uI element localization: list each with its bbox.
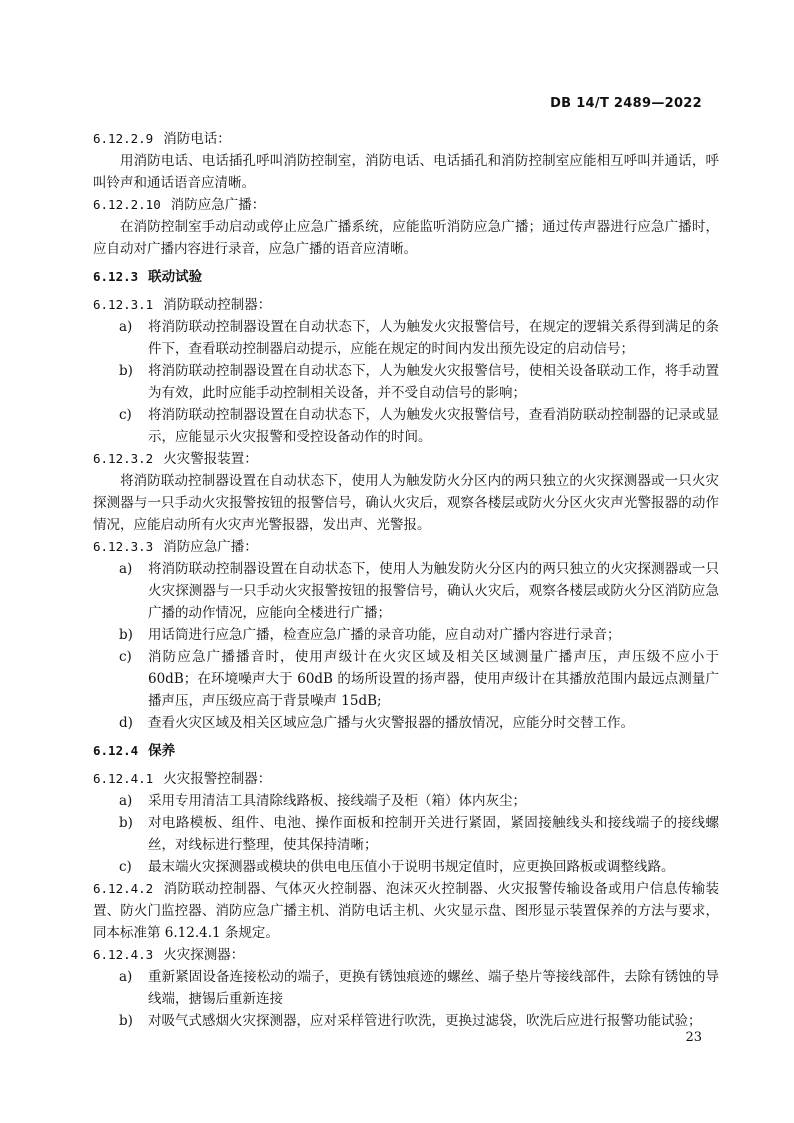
list-item-text: 将消防联动控制器设置在自动状态下，人为触发火灾报警信号，查看消防联动控制器的记录或显示，应能显示火灾报警和受控设备动作的时间。 [148,407,719,445]
subclause-title [93,448,719,470]
list-marker: a) [119,319,133,335]
list-item-text: 将消防联动控制器设置在自动状态下，人为触发火灾报警信号，使相关设备联动工作，将手动置为有效，此时应能手动控制相关设备，并不受自动信号的影响； [148,363,719,401]
paragraph: 用消防电话、电话插孔呼叫消防控制室，消防电话、电话插孔和消防控制室应能相互呼叫并通话，呼叫铃声和通话语音应清晰。 [93,153,719,191]
clause-number: 6.12.3.3 [93,539,154,554]
list-item [119,646,719,712]
subclause-title [93,294,719,316]
list-marker: d) [119,715,133,731]
subclause-title [93,536,719,558]
page-number: 23 [685,1030,702,1045]
subclause-title [93,768,719,790]
standard-code: DB 14/T 2489—2022 [550,96,702,111]
clause-title: 消防应急广播： [163,539,258,555]
list-marker: c) [119,649,132,665]
list-item [119,404,719,448]
list-item [119,360,719,404]
paragraph: 将消防联动控制器设置在自动状态下，使用人为触发防火分区内的两只独立的火灾探测器或一只火灾探测器与一只手动火灾报警按钮的报警信号，确认火灾后，观察各楼层或防火分区火灾声光警报器的动作情况，应能启动所有火灾声光警报器，发出声、光警报。 [93,473,719,533]
subclause-title [93,194,719,216]
clause-number: 6.12.3.2 [93,451,154,466]
list-marker: a) [119,793,133,809]
list-marker: b) [119,627,133,643]
list-item-text: 将消防联动控制器设置在自动状态下，人为触发火灾报警信号，在规定的逻辑关系得到满足的条件下，查看联动控制器启动提示，应能在规定的时间内发出预先设定的启动信号； [148,319,719,357]
list-item [119,712,719,734]
clause-title: 火灾探测器： [163,947,245,963]
list-item-text: 对吸气式感烟火灾探测器，应对采样管进行吹洗，更换过滤袋，吹洗后应进行报警功能试验； [148,1013,702,1029]
clause-title: 消防电话： [163,131,231,147]
list-item [119,856,719,878]
section-title: 联动试验 [148,269,203,285]
list-item-text: 对电路模板、组件、电池、操作面板和控制开关进行紧固，紧固接触线头和接线端子的接线螺丝，对线标进行整理，使其保持清晰； [148,815,719,853]
list-item-text: 查看火灾区域及相关区域应急广播与火灾警报器的播放情况，应能分时交替工作。 [148,715,634,731]
clause-number: 6.12.3.1 [93,297,154,312]
paragraph: 在消防控制室手动启动或停止应急广播系统，应能监听消防应急广播；通过传声器进行应急广播时，应自动对广播内容进行录音，应急广播的语音应清晰。 [93,219,719,257]
list-marker: c) [119,407,132,423]
section-number: 6.12.4 [93,743,139,758]
section-number: 6.12.3 [93,269,139,284]
list-item-text: 采用专用清洁工具清除线路板、接线端子及柜（箱）体内灰尘； [148,793,526,809]
clause-title: 消防联动控制器： [163,297,272,313]
clause-title: 消防应急广播： [170,197,266,213]
list-item [119,1010,719,1032]
section-heading [93,740,719,762]
document-body [93,128,719,1032]
section-title: 保养 [148,743,176,759]
clause-number: 6.12.4.2 [93,881,154,896]
list-marker: b) [119,1013,133,1029]
list-item-text: 最末端火灾探测器或模块的供电电压值小于说明书规定值时，应更换回路板或调整线路。 [148,859,675,875]
clause-number: 6.12.4.1 [93,771,154,786]
subclause-title [93,944,719,966]
clause-text: 消防联动控制器、气体灭火控制器、泡沫灭火控制器、火灾报警传输设备或用户信息传输装置、防火门监控器、消防应急广播主机、消防电话主机、火灾显示盘、图形显示装置保养的方法与要求，同本标准第 6.12.4.1 条规定。 [93,881,719,941]
clause-number: 6.12.2.10 [93,197,161,212]
list-marker: b) [119,363,133,379]
clause-title: 火灾警报装置： [163,451,258,467]
clause-title: 火灾报警控制器： [163,771,272,787]
subclause-title [93,128,719,150]
list-marker: c) [119,859,132,875]
list-item [119,812,719,856]
list-item [119,966,719,1010]
list-item [119,790,719,812]
clause-number: 6.12.4.3 [93,947,154,962]
section-heading [93,266,719,288]
list-item-text: 消防应急广播播音时，使用声级计在火灾区域及相关区域测量广播声压，声压级不应小于 60dB；在环境噪声大于 60dB 的场所设置的扬声器，使用声级计在其播放范围内最远点测量广播声压，声压级应高于背景噪声 15dB; [148,649,719,709]
list-item-text: 用话筒进行应急广播，检查应急广播的录音功能，应自动对广播内容进行录音； [148,627,621,643]
list-item [119,558,719,624]
subclause-paragraph [93,878,719,944]
list-marker: a) [119,969,133,985]
list-item [119,316,719,360]
list-item-text: 将消防联动控制器设置在自动状态下，使用人为触发防火分区内的两只独立的火灾探测器或一只火灾探测器与一只手动火灾报警按钮的报警信号，确认火灾后，观察各楼层或防火分区消防应急广播的动作情况，应能向全楼进行广播； [148,561,719,621]
list-item-text: 重新紧固设备连接松动的端子，更换有锈蚀痕迹的螺丝、端子垫片等接线部件，去除有锈蚀的导线端，搪锡后重新连接 [148,969,719,1007]
list-item [119,624,719,646]
list-marker: b) [119,815,133,831]
list-marker: a) [119,561,133,577]
clause-number: 6.12.2.9 [93,131,154,146]
